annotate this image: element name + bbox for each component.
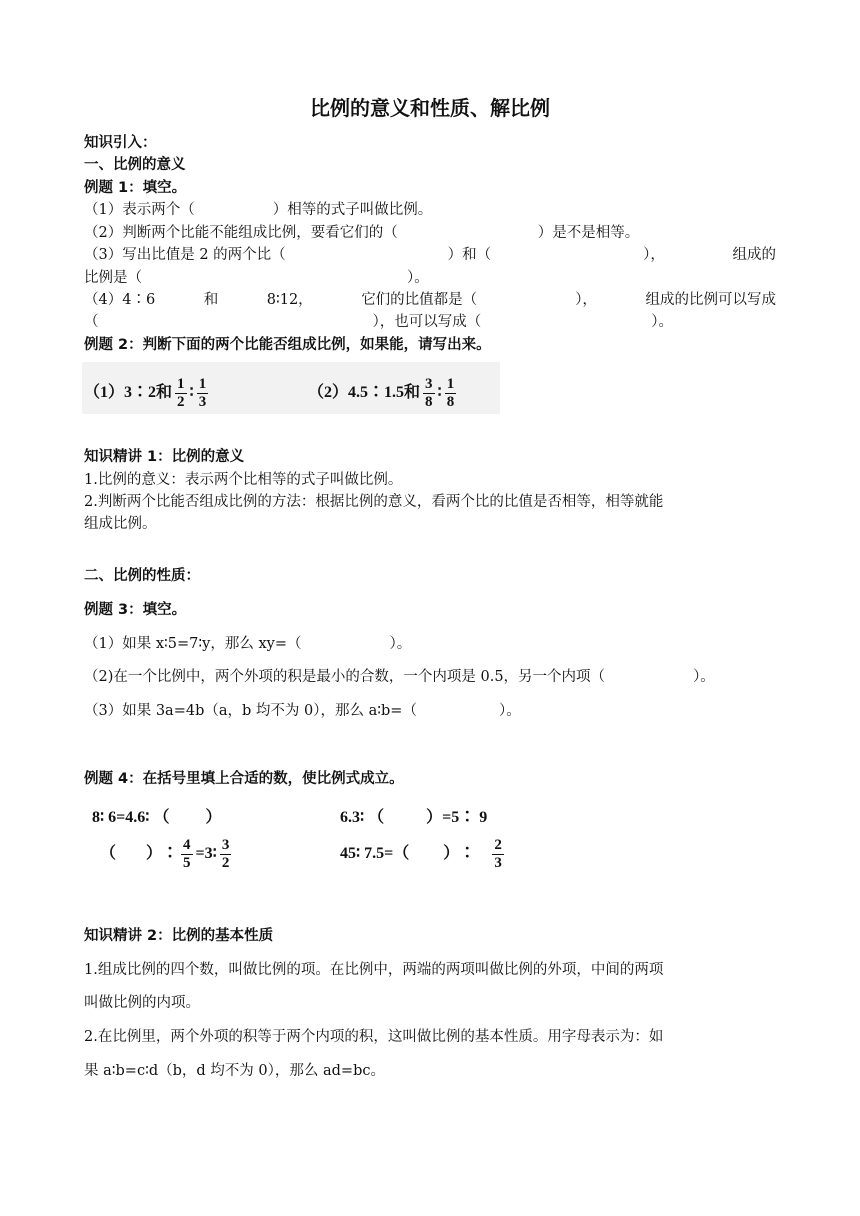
- example-3-q1: （1）如果 x∶5=7∶y，那么 xy=（ ）。: [84, 636, 412, 652]
- knowledge-2-heading: 知识精讲 2：比例的基本性质: [84, 928, 274, 944]
- example-1-q4: （4）4∶6 和 8∶12， 它们的比值都是（ ）， 组成的比例可以写成: [84, 292, 776, 308]
- example-1-label: 例题 1：填空。: [84, 180, 187, 196]
- example-1-q3-cont: 比例是（ ）。: [84, 270, 429, 286]
- knowledge-1-line-1: 1.比例的意义：表示两个比相等的式子叫做比例。: [84, 472, 403, 488]
- knowledge-1-line-3: 组成比例。: [84, 516, 157, 532]
- section-2-heading: 二、比例的性质：: [84, 568, 200, 584]
- example-3-q3: （3）如果 3a=4b（a，b 均不为 0），那么 a∶b=（ ）。: [84, 703, 521, 719]
- example-2-part-2: （2）4.5∶1.5和 $\frac{3}{8}$ ∶ $\frac{1}{8}$: [308, 376, 455, 410]
- example-1-q2: （2）判断两个比能不能组成比例，要看它们的（ ）是不是相等。: [84, 225, 640, 241]
- example-3-q2: （2)在一个比例中，两个外项的积是最小的合数，一个内项是 0.5，另一个内项（ ）。: [84, 669, 715, 685]
- example-2-label: 例题 2：判断下面的两个比能否组成比例，如果能，请写出来。: [84, 337, 491, 353]
- example-2-part-1: （1）3∶2和 $\frac{1}{2}$ ∶ $\frac{1}{3}$: [84, 376, 207, 410]
- example-3-label: 例题 3：填空。: [84, 602, 187, 618]
- knowledge-2-line-4: 果 a∶b=c∶d（b，d 均不为 0），那么 ad=bc。: [84, 1063, 385, 1079]
- example-4-item-d: 45∶ 7.5=（ ）∶ $\frac{2}{3}$: [340, 837, 502, 871]
- knowledge-2-line-1: 1.组成比例的四个数，叫做比例的项。在比例中，两端的两项叫做比例的外项，中间的两项: [84, 962, 664, 978]
- page-title: 比例的意义和性质、解比例: [310, 96, 550, 120]
- example-1-q3: （3）写出比值是 2 的两个比（ ）和（ ）， 组成的: [84, 247, 776, 263]
- knowledge-2-line-3: 2.在比例里，两个外项的积等于两个内项的积，这叫做比例的基本性质。用字母表示为：如: [84, 1029, 664, 1045]
- knowledge-1-line-2: 2.判断两个比能否组成比例的方法：根据比例的意义，看两个比的比值是否相等，相等就能: [84, 494, 664, 510]
- knowledge-1-heading: 知识精讲 1：比例的意义: [84, 449, 245, 465]
- intro-heading: 知识引入：: [84, 135, 157, 151]
- example-4-item-a: 8∶ 6=4.6∶ （ ）: [92, 809, 222, 826]
- example-1-q1: （1）表示两个（ ）相等的式子叫做比例。: [84, 202, 433, 218]
- knowledge-2-line-2: 叫做比例的内项。: [84, 995, 200, 1011]
- example-4-label: 例题 4：在括号里填上合适的数，使比例式成立。: [84, 771, 404, 787]
- example-4-item-c: （ ）∶ $\frac{4}{5}$ =3∶ $\frac{3}{2}$: [100, 837, 230, 871]
- example-1-q4-cont: （ ），也可以写成（ ）。: [84, 314, 673, 330]
- example-2-problem-image: [82, 362, 500, 414]
- section-1-heading: 一、比例的意义: [84, 157, 186, 173]
- example-4-item-b: 6.3∶ （ ）=5∶ 9: [340, 809, 488, 826]
